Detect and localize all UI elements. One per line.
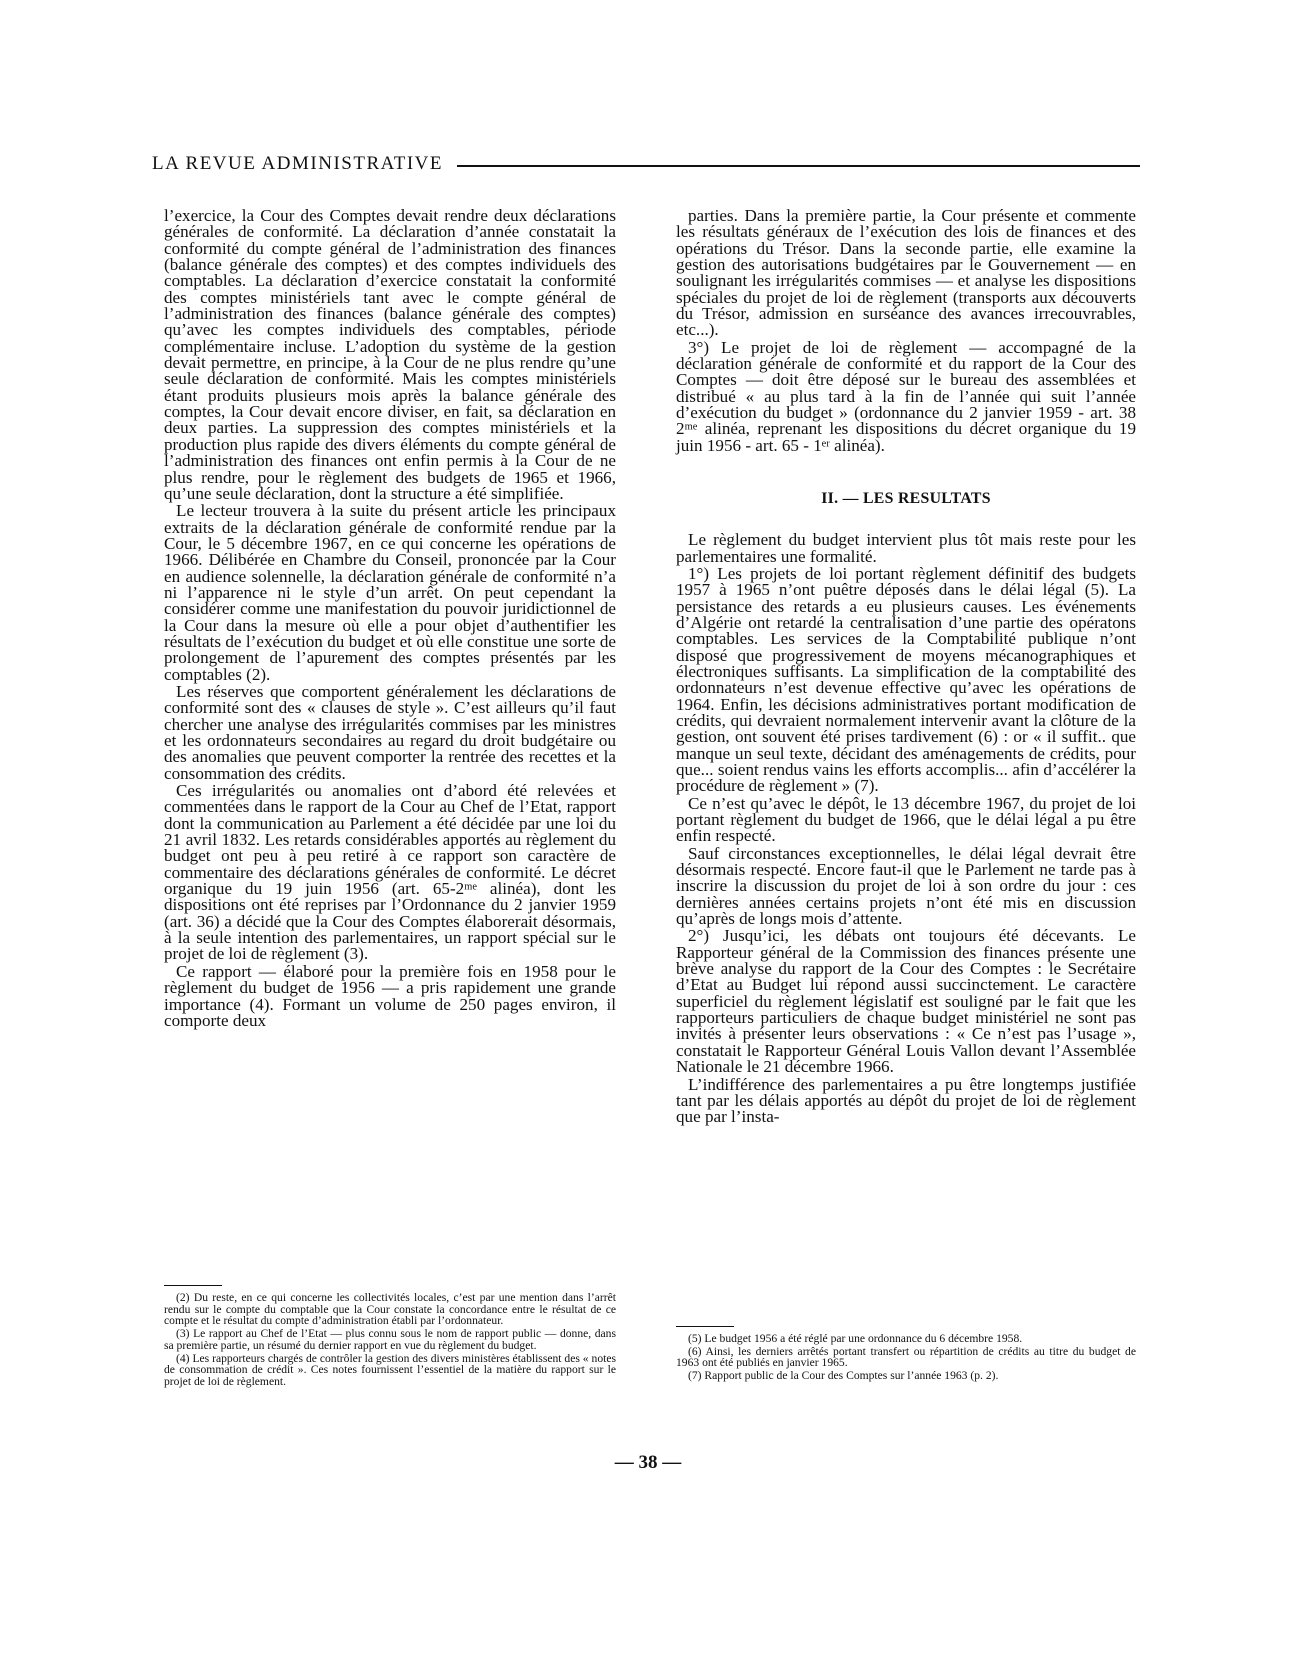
footnote-3: (3) Le rapport au Chef de l’Etat — plus connu sous le nom de rapport public — donne, dans sa première partie, un résumé du dernier rapport en vue du règlement du budget. xyxy=(164,1327,616,1352)
paragraph: Le lecteur trouvera à la suite du présent article les principaux extraits de la déclaration générale de conformité rendue par la Cour, le 5 décembre 1967, en ce qui concerne les opérations de 1966. Délibérée en Chambre du Conseil, prononcée par la Cour en audience solennelle, la déclaration générale de conformité n’a ni l’apparence ni le style d’un arrêt. On peut cependant la considérer comme une manifestation du pouvoir juridictionnel de la Cour dans la mesure où elle a pour objet d’authentifier les résultats de l’exécution du budget et où elle constitue une sorte de prolongement de l’apurement des comptes présentés par les comptables (2). xyxy=(164,501,616,684)
paragraph: Sauf circonstances exceptionnelles, le délai légal devrait être désormais respecté. Encore faut-il que le Parlement ne tarde pas à inscrire la discussion du projet de loi à son ordre du jour : ces dernières années certains projets n’ont été mis en discussion qu’après de longs mois d’attente. xyxy=(676,843,1136,929)
paragraph: 3°) Le projet de loi de règlement — accompagné de la déclaration générale de conformité et du rapport de la Cour des Comptes — doit être déposé sur le bureau des assemblées et distribué « au plus tard à la fin de l’année qui suit l’année d’exécution du budget » (ordonnance du 2 janvier 1959 - art. 38 2ᵐᵉ alinéa, reprenant les dispositions du décret organique du 19 juin 1956 - art. 65 - 1ᵉʳ alinéa). xyxy=(676,337,1136,455)
paragraph: L’indifférence des parlementaires a pu être longtemps justifiée tant par les délais apportés au dépôt du projet de loi de règlement que par l’insta- xyxy=(676,1074,1136,1127)
right-footnotes xyxy=(676,1326,1136,1383)
paragraph: Ce n’est qu’avec le dépôt, le 13 décembre 1967, du projet de loi portant règlement du budget de 1966, que le délai légal a pu être enfin respecté. xyxy=(676,793,1136,846)
paragraph: parties. Dans la première partie, la Cour présente et commente les résultats généraux de l’exécution des lois de finances et des opérations du Trésor. Dans la seconde partie, elle examine la gestion des autorisations budgétaires par le Gouvernement — en soulignant les irrégularités commises — et analyse les dispositions spéciales du projet de loi de règlement (transports aux découverts du Trésor, admission en surséance des avances irrecouvrables, etc...). xyxy=(676,206,1136,340)
paragraph: Ce rapport — élaboré pour la première fois en 1958 pour le règlement du budget de 1956 — a pris rapidement une grande importance (4). Formant un volume de 250 pages environ, il comporte deux xyxy=(164,961,616,1030)
footnote-rule xyxy=(676,1326,734,1327)
left-column xyxy=(164,208,616,1029)
paragraph: 1°) Les projets de loi portant règlement définitif des budgets 1957 à 1965 n’ont puêtre déposés dans le délai légal (5). La persistance des retards a eu plusieurs causes. Les événements d’Algérie ont retardé la centralisation d’une partie des opératons comptables. Les services de la Comptabilité publique n’ont disposé que progressivement de moyens mécanographiques et électroniques suffisants. La simplification de la comptabilité des ordonnateurs n’est devenue effective qu’avec les opérations de 1964. Enfin, les décisions administratives portant modification de crédits, qui devraient normalement intervenir avant la clôture de la gestion, ont souvent été prises tardivement (6) : or « il suffit.. que manque un seul texte, décidant des aménagements de crédits, pour que... soient rendus vains les efforts accomplis... afin d’accélérer la procédure de règlement » (7). xyxy=(676,563,1136,796)
journal-title: LA REVUE ADMINISTRATIVE xyxy=(152,153,443,174)
header-rule xyxy=(457,165,1140,167)
page-number: — 38 — xyxy=(614,1452,682,1473)
footnote-5: (5) Le budget 1956 a été réglé par une ordonnance du 6 décembre 1958. xyxy=(688,1332,1023,1345)
right-column xyxy=(676,208,1136,1126)
paragraph: Les réserves que comportent généralement les déclarations de conformité sont des « clauses de style ». C’est ailleurs qu’il faut chercher une analyse des irrégularités commises par les ministres et les ordonnateurs secondaires au regard du droit budgétaire ou des anomalies que peuvent comporter la rentrée des recettes et la consommation des crédits. xyxy=(164,681,616,783)
section-heading: II. — LES RESULTATS xyxy=(821,490,991,508)
footnote-6: (6) Ainsi, les derniers arrêtés portant transfert ou répartition de crédits au titre du budget de 1963 ont été publiés en janvier 1965. xyxy=(676,1344,1136,1370)
paragraph: Le règlement du budget intervient plus tôt mais reste pour les parlementaires une formalité. xyxy=(676,530,1136,566)
running-header xyxy=(152,152,1140,176)
footnote-7: (7) Rapport public de la Cour des Comptes sur l’année 1963 (p. 2). xyxy=(688,1369,999,1383)
paragraph: Ces irrégularités ou anomalies ont d’abord été relevées et commentées dans le rapport de la Cour au Chef de l’Etat, rapport dont la communication au Parlement a été décidée par une loi du 21 avril 1832. Les retards considérables apportés au règlement du budget ont peu à peu retiré à ce rapport son caractère de commentaire des déclarations générales de conformité. Le décret organique du 19 juin 1956 (art. 65-2ᵐᵉ alinéa), dont les dispositions ont été reprises par l’Ordonnance du 2 janvier 1959 (art. 36) a décidé que la Cour des Comptes élaborerait désormais, à la seule intention des parlementaires, un rapport spécial sur le projet de loi de règlement (3). xyxy=(164,781,616,964)
paragraph: l’exercice, la Cour des Comptes devait rendre deux déclarations générales de conformité. La déclaration d’année constatait la conformité du compte général de l’administration des finances (balance générale des comptes) et des comptes individuels des comptables. La déclaration d’exercice constatait la conformité des comptes ministériels tant avec le compte général de l’administration des finances (balance générale des comptes) qu’avec les comptes individuels des comptables, période complémentaire incluse. L’adoption du système de la gestion devait permettre, en principe, à la Cour de ne plus rendre qu’une seule déclaration de conformité. Mais les comptes ministériels étant produits plusieurs mois après la balance générale des comptes, la Cour devait encore diviser, en fait, sa déclaration en deux parties. La suppression des comptes ministériels et la production plus rapide des divers éléments du compte général de l’administration des finances ont enfin permis à la Cour de ne plus rendre, pour le règlement des budgets de 1965 et 1966, qu’une seule déclaration, dont la structure a été simplifiée. xyxy=(164,206,616,503)
footnote-4: (4) Les rapporteurs chargés de contrôler la gestion des divers ministères établissent des « notes de consommation de crédit ». Ces notes fournissent l’essentiel de la matière du rapport sur le projet de loi de règlement. xyxy=(164,1351,616,1388)
left-footnotes xyxy=(164,1281,616,1389)
paragraph: 2°) Jusqu’ici, les débats ont toujours été décevants. Le Rapporteur général de la Commission des finances présente une brève analyse du rapport de la Cour des Comptes : le Secrétaire d’Etat au Budget lui répond aussi succinctement. Le caractère superficiel du règlement législatif est souligné par le fait que les rapporteurs particuliers de chaque budget ministériel ne sont pas invités à présenter leurs observations : « Ce n’est pas l’usage », constatait le Rapporteur Général Louis Vallon devant l’Assemblée Nationale le 21 décembre 1966. xyxy=(676,926,1136,1077)
footnote-2: (2) Du reste, en ce qui concerne les collectivités locales, c’est par une mention dans l’arrêt rendu sur le compte du comptable que la Cour constate la concordance entre le résultat de ce compte et le résultat du compte d’administration établi par l’ordonnateur. xyxy=(164,1291,616,1328)
footnote-rule xyxy=(164,1285,222,1286)
